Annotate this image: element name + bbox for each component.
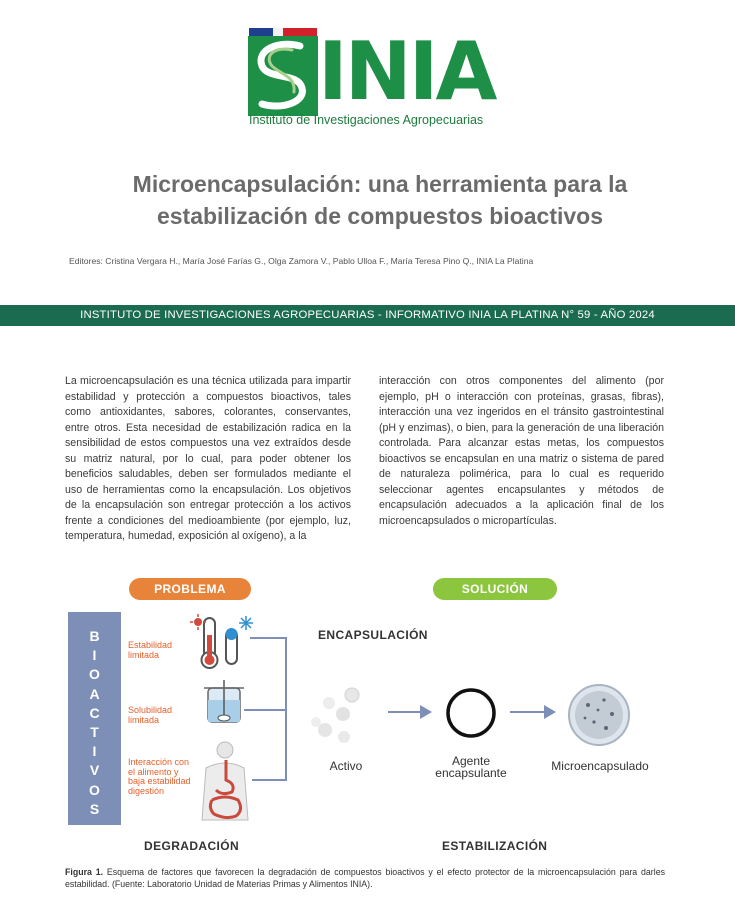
microcapsule-icon <box>569 685 629 745</box>
arrow-right-icon <box>510 705 556 719</box>
beaker-icon <box>204 680 244 722</box>
solution-pill: SOLUCIÓN <box>433 578 557 600</box>
flag-blue-stripe <box>249 28 273 36</box>
flag-white-stripe <box>273 28 283 36</box>
arrow-right-icon <box>388 705 432 719</box>
factor-interaction-line2: el alimento y <box>128 766 179 777</box>
caption-text: Esquema de factores que favorecen la degradación de compuestos bioactivos y el efecto protector de la microencapsulación para darles estabilidad. (Fuente: Laboratorio Unidad de Materias Primas y Alimentos INIA). <box>65 867 665 889</box>
logo-wordmark: INIA <box>318 25 495 118</box>
problem-bracket <box>244 638 286 780</box>
body-column-right: interacción con otros componentes del alimento (por ejemplo, pH o interacción con proteínas, grasas, fibras), interacción una vez ingeridos en el tránsito gastrointestinal (pH y enzimas), o bien, para la generación de una liberación controlada. Para alcanzar estas metas, los compuestos bioactivos se encapsulan en una matriz o sistema de pared de naturaleza polimérica, para lo cual es requerido seleccionar agentes encapsulantes y métodos de encapsulación adecuados a la aplicación final de los microencapsulados o micropartículas. <box>379 375 664 527</box>
bio-letter: B <box>89 628 100 644</box>
factor-stability-line1: Estabilidad <box>128 640 173 650</box>
snowflake-icon <box>239 616 253 630</box>
bio-letter: O <box>89 666 100 683</box>
degradation-label: DEGRADACIÓN <box>144 839 240 853</box>
encapsulation-title: ENCAPSULACIÓN <box>318 628 428 642</box>
bio-letter: I <box>92 647 97 664</box>
bio-letter: A <box>89 685 100 702</box>
problem-pill: PROBLEMA <box>129 578 251 600</box>
active-particles-icon <box>311 688 359 743</box>
factor-interaction-line1: Interacción con <box>128 757 190 767</box>
caption-label: Figura 1. <box>65 867 104 877</box>
factor-interaction-line4: digestión <box>128 785 165 796</box>
title-line-1: Microencapsulación: una herramienta para la <box>132 171 628 197</box>
bio-letter: T <box>90 724 99 741</box>
factor-solubility-line1: Solubilidad <box>128 705 173 715</box>
agent-label-line2: encapsulante <box>435 766 507 780</box>
bio-letter: V <box>89 762 100 779</box>
encapsulating-agent-icon <box>448 690 494 736</box>
agent-label <box>421 755 521 779</box>
logo-subtitle: Instituto de Investigaciones Agropecuarias <box>249 113 484 127</box>
digestive-system-icon <box>202 742 248 820</box>
bio-letter: I <box>92 743 97 760</box>
inia-logo-icon <box>248 36 318 116</box>
title-line-2: estabilización de compuestos bioactivos <box>156 203 604 229</box>
banner-text: INSTITUTO DE INVESTIGACIONES AGROPECUARIAS - INFORMATIVO INIA LA PLATINA N° 59 - AÑO 2024 <box>80 309 655 321</box>
bio-letter: O <box>89 781 100 798</box>
agent-label-line1: Agente <box>451 754 491 768</box>
stabilization-label: ESTABILIZACIÓN <box>442 839 548 853</box>
factor-interaction-line3: baja estabilidad <box>128 776 191 786</box>
document-title <box>60 168 700 232</box>
activo-label: Activo <box>329 759 363 773</box>
bio-letter: C <box>89 704 100 721</box>
factor-stability-line2: limitada <box>128 649 160 660</box>
factor-solubility-line2: limitada <box>128 714 160 725</box>
thermometer-icon <box>202 618 238 668</box>
body-column-left: La microencapsulación es una técnica utilizada para impartir estabilidad y protección a compuestos bioactivos, tales como antioxidantes, sabores, colorantes, conservantes, entre otros. Esta necesidad de estabilización radica en la sensibilidad de estos compuestos una vez extraídos desde su matriz natural, por lo cual, para poder obtener los beneficios saludables, deben ser formulados mediante el uso de herramientas como la encapsulación. Los objetivos de la encapsulación son entregar protección a los activos frente a condiciones del medioambiente (por ejemplo, luz, temperatura, humedad, exposición al oxígeno), a la <box>65 375 351 542</box>
microencapsulated-label: Microencapsulado <box>551 759 649 773</box>
editors-line: Editores: Cristina Vergara H., María José Farías G., Olga Zamora V., Pablo Ulloa F., María Teresa Pino Q., INIA La Platina <box>69 256 534 266</box>
flag-red-stripe <box>283 28 317 36</box>
figure-caption <box>65 866 665 890</box>
bio-letter: S <box>89 800 100 817</box>
